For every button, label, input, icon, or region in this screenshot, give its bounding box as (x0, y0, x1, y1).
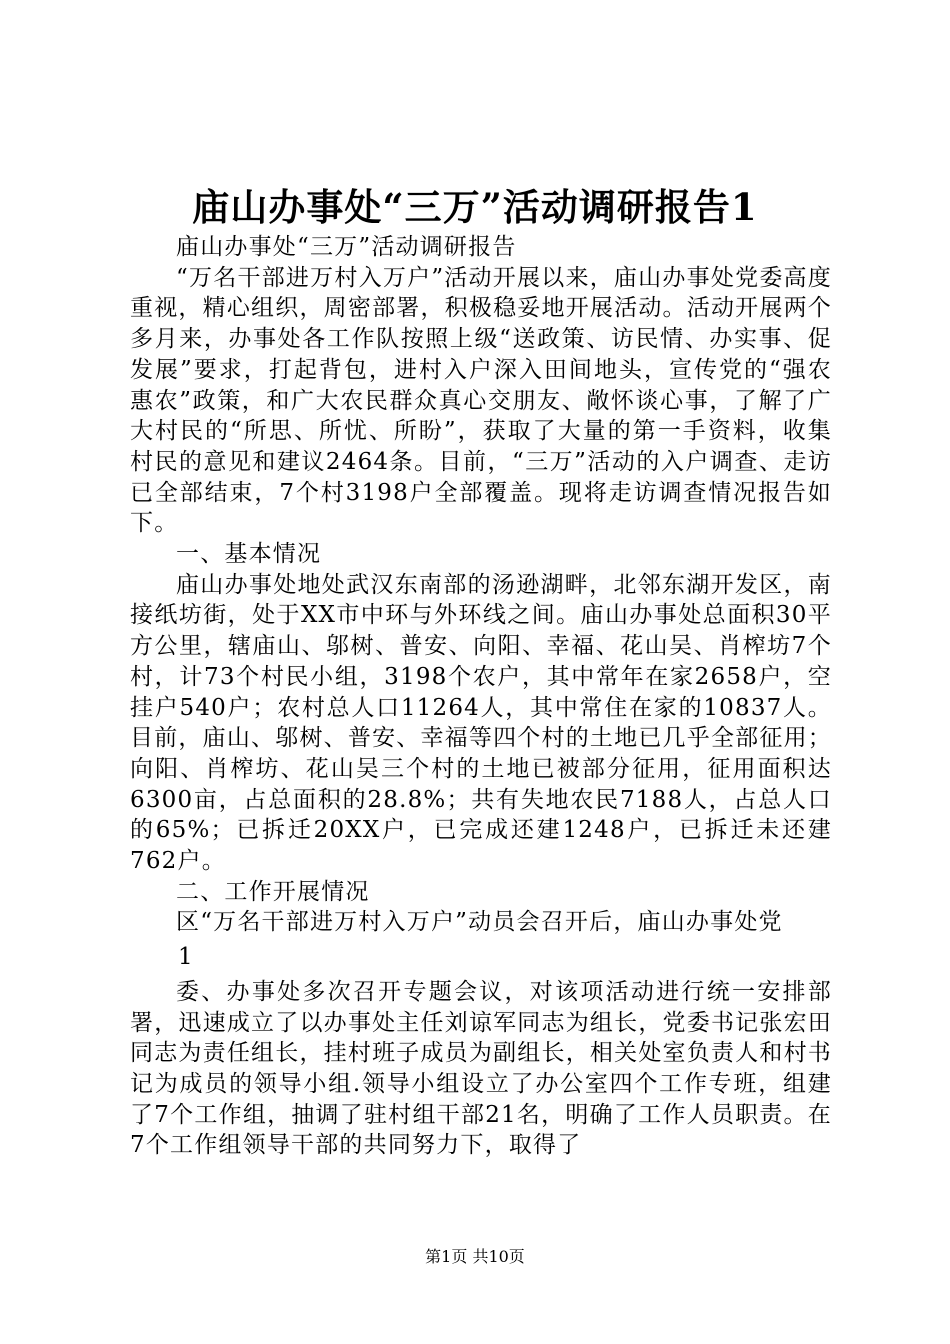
document-title: 庙山办事处“三万”活动调研报告1 (192, 185, 758, 229)
section-2-paragraph: 区“万名干部进万村入万户”动员会召开后，庙山办事处党 (176, 909, 783, 936)
section-1-paragraph: 庙山办事处地处武汉东南部的汤逊湖畔，北邻东湖开发区，南接纸坊街，处于XX市中环与外环线之间。庙山办事处总面积30平方公里，辖庙山、邬树、普安、向阳、幸福、花山吴、肖榨坊7个村，计73个村民小组，3198个农户，其中常年在家2658户，空挂户540户；农村总人口11264人，其中常住在家的10837人。目前，庙山、邬树、普安、幸福等四个村的土地已几乎全部征用；向阳、肖榨坊、花山吴三个村的土地已被部分征用，征用面积达6300亩，占总面积的28.8%；共有失地农民7188人，占总人口的65%；已拆迁20XX户，已完成还建1248户，已拆迁未还建762户。 (130, 571, 832, 875)
section-2-continued-paragraph: 委、办事处多次召开专题会议，对该项活动进行统一安排部署，迅速成立了以办事处主任刘谅军同志为组长，党委书记张宏田同志为责任组长，挂村班子成员为副组长，相关处室负责人和村书记为成员的领导小组.领导小组设立了办公室四个工作专班，组建了7个工作组，抽调了驻村组干部21名，明确了工作人员职责。在7个工作组领导干部的共同努力下，取得了 (130, 978, 832, 1159)
document-subtitle: 庙山办事处“三万”活动调研报告 (176, 234, 517, 260)
inline-page-number: 1 (178, 944, 194, 971)
document-body (130, 232, 832, 1161)
intro-paragraph: “万名干部进万村入万户”活动开展以来，庙山办事处党委高度重视，精心组织，周密部署，积极稳妥地开展活动。活动开展两个多月来，办事处各工作队按照上级“送政策、访民情、办实事、促发展”要求，打起背包，进村入户深入田间地头，宣传党的“强农惠农”政策，和广大农民群众真心交朋友、敞怀谈心事，了解了广大村民的“所思、所忧、所盼”，获取了大量的第一手资料，收集村民的意见和建议2464条。目前，“三万”活动的入户调查、走访已全部结束，7个村3198户全部覆盖。现将走访调查情况报告如下。 (130, 264, 832, 537)
section-2-heading: 二、工作开展情况 (176, 878, 370, 905)
section-1-heading: 一、基本情况 (176, 541, 322, 568)
page-footer: 第1页 共10页 (425, 1247, 525, 1266)
